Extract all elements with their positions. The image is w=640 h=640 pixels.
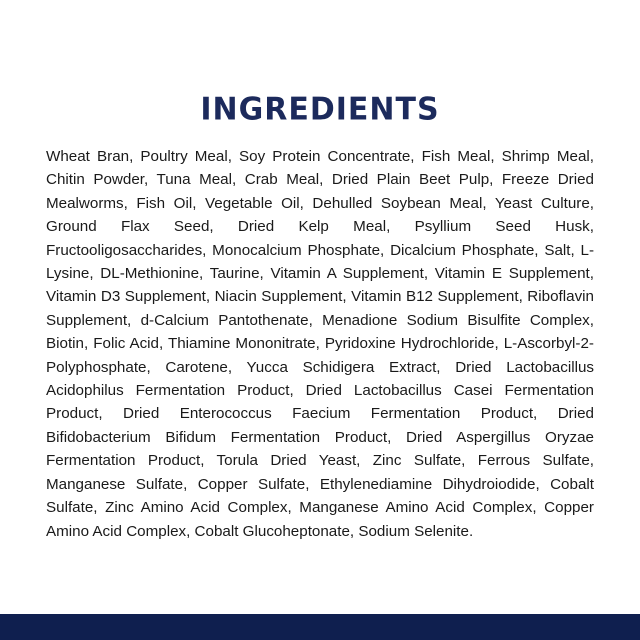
page-title: INGREDIENTS <box>200 91 440 128</box>
ingredients-list: Wheat Bran, Poultry Meal, Soy Protein Concentrate, Fish Meal, Shrimp Meal, Chitin Powder, Tuna Meal, Crab Meal, Dried Plain Beet Pulp, Freeze Dried Mealworms, Fish Oil, Vegetable Oil, Dehulled Soybean Meal, Yeast Culture, Ground Flax Seed, Dried Kelp Meal, Psyllium Seed Husk, Fructooligosaccharides, Monocalcium Phosphate, Dicalcium Phosphate, Salt, L-Lysine, DL-Methionine, Taurine, Vitamin A Supplement, Vitamin E Supplement, Vitamin D3 Supplement, Niacin Supplement, Vitamin B12 Supplement, Riboflavin Supplement, d-Calcium Pantothenate, Menadione Sodium Bisulfite Complex, Biotin, Folic Acid, Thiamine Mononitrate, Pyridoxine Hydrochloride, L-Ascorbyl-2-Polyphosphate, Carotene, Yucca Schidigera Extract, Dried Lactobacillus Acidophilus Fermentation Product, Dried Lactobacillus Casei Fermentation Product, Dried Enterococcus Faecium Fermentation Product, Dried Bifidobacterium Bifidum Fermentation Product, Dried Aspergillus Oryzae Fermentation Product, Torula Dried Yeast, Zinc Sulfate, Ferrous Sulfate, Manganese Sulfate, Copper Sulfate, Ethylenediamine Dihydroiodide, Cobalt Sulfate, Zinc Amino Acid Complex, Manganese Amino Acid Complex, Copper Amino Acid Complex, Cobalt Glucoheptonate, Sodium Selenite. <box>46 148 594 540</box>
footer-bar <box>0 614 640 640</box>
